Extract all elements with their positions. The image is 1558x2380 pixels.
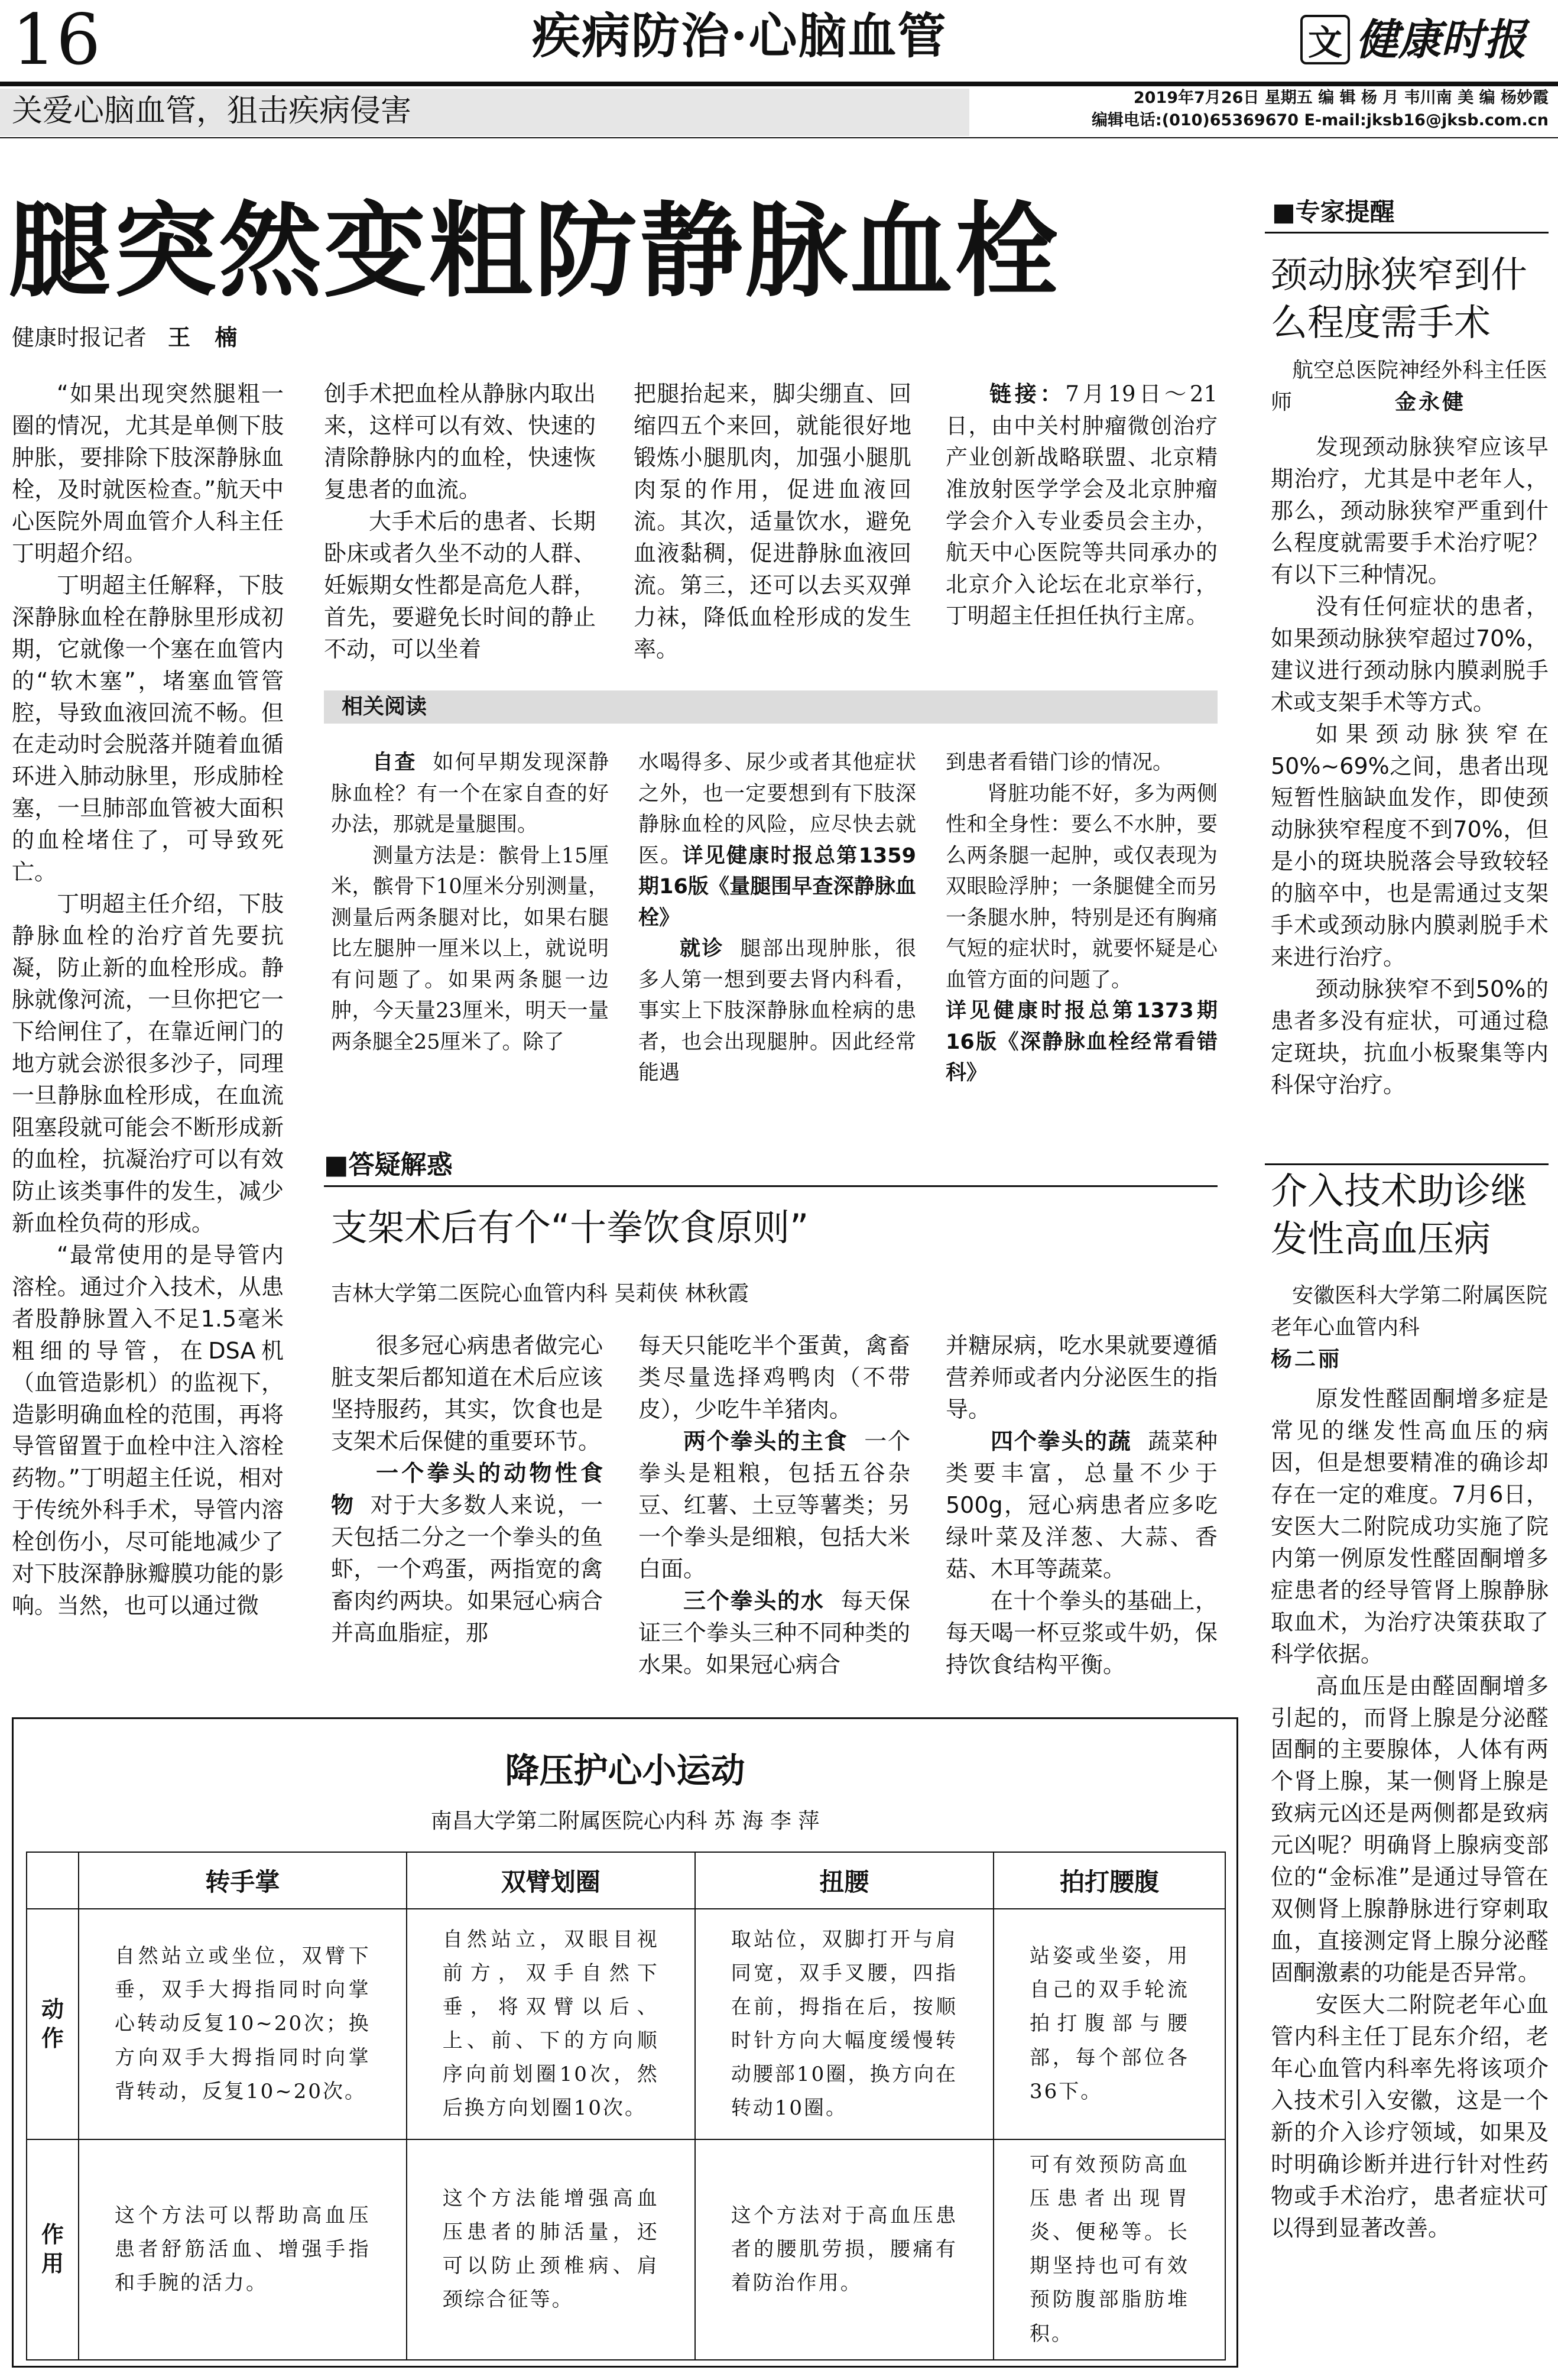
paragraph: 很多冠心病患者做完心脏支架后都知道在术后应该坚持服药，其实，饮食也是支架术后保健的重要环节。	[331, 1332, 603, 1454]
paragraph: 颈动脉狭窄不到50%的患者多没有症状，可通过稳定斑块，抗血小板聚集等内科保守治疗。	[1271, 976, 1549, 1098]
paragraph: 没有任何症状的患者，如果颈动脉狭窄超过70%，建议进行颈动脉内膜剥脱手术或支架手术等方式。	[1271, 593, 1549, 715]
related-text: 测量方法是：髌骨上15厘米，髌骨下10厘米分别测量，测量后两条腿对比，如果右腿比左腿肿一厘米以上，就说明有问题了。如果两条腿一边肿，今天量23厘米，明天一量两条腿全25厘米了。除了	[331, 844, 609, 1054]
sidebar-rule	[1265, 232, 1549, 234]
paragraph: 安医大二附院老年心血管内科主任丁昆东介绍，老年心血管内科率先将该项介入技术引入安徽，这是一个新的介入诊疗领域，如果及时明确诊断并进行针对性药物或手术治疗，患者症状可以得到显著改善。	[1271, 1992, 1549, 2241]
qa-section-label: ■答疑解惑	[324, 1150, 453, 1180]
paragraph-text: 对于大多数人来说，一天包括二分之一个拳头的鱼虾，一个鸡蛋，两指宽的禽畜肉约两块。如果冠心病合并高血脂症，那	[331, 1491, 603, 1646]
paragraph: 创手术把血栓从静脉内取出来，这样可以有效、快速的清除静脉内的血栓，快速恢复患者的血流。	[324, 381, 596, 502]
main-byline	[12, 319, 245, 352]
header-rule-thin	[0, 137, 1558, 138]
table-row	[27, 2139, 1225, 2360]
main-article-column-3	[634, 378, 911, 666]
author-org: 航空总医院神经外科主任医师	[1271, 358, 1548, 414]
paragraph: 原发性醛固酮增多症是常见的继发性高血压的病因，但是想要精准的确诊却存在一定的难度。7月6日，安医大二附院成功实施了院内第一例原发性醛固酮增多症患者的经导管肾上腺静脉取血术，为治疗决策获取了科学依据。	[1271, 1386, 1549, 1667]
paragraph: “最常使用的是导管内溶栓。通过介入技术，从患者股静脉置入不足1.5毫米粗细的导管，在DSA机（血管造影机）的监视下，造影明确血栓的范围，再将导管留置于血栓中注入溶栓药物。”丁明超主任说，相对于传统外科手术，导管内溶栓创伤小，尽可能地减少了对下肢深静脉瓣膜功能的影响。当然，也可以通过微	[12, 1241, 284, 1619]
sidebar-article-1-body	[1271, 432, 1549, 1101]
column-header: 扭腰	[695, 1852, 994, 1909]
main-headline: 腿突然变粗防静脉血栓	[8, 191, 1061, 312]
related-reference: 详见健康时报总第1373期16版《深静脉血栓经常看错科》	[946, 999, 1218, 1085]
qa-lead: 四个拳头的蔬	[991, 1428, 1132, 1454]
related-lead-selfcheck: 自查	[372, 751, 417, 774]
header-rule	[0, 82, 1558, 86]
expert-tips-label: ■专家提醒	[1272, 197, 1395, 226]
paragraph-text: 一个拳头是粗粮，包括五谷杂豆、红薯、土豆等薯类；另一个拳头是细粮，包括大米白面。	[638, 1428, 910, 1582]
qa-authors: 吉林大学第二医院心血管内科 吴莉侠 林秋霞	[331, 1282, 749, 1306]
section-title: 疾病防治·心脑血管	[532, 8, 947, 64]
paragraph: “如果出现突然腿粗一圈的情况，尤其是单侧下肢肿胀，要排除下肢深静脉血栓，及时就医检查。”航天中心医院外周血管介人科主任丁明超介绍。	[12, 381, 284, 566]
sidebar-separator	[1265, 1163, 1549, 1165]
qa-column-1	[331, 1330, 603, 1649]
sidebar-article-2-author	[1271, 1280, 1549, 1376]
exercise-authors: 南昌大学第二附属医院心内科 苏 海 李 萍	[430, 1809, 820, 1833]
logo-mark-icon: 文	[1300, 15, 1350, 64]
paragraph: 大手术后的患者、长期卧床或者久坐不动的人群、妊娠期女性都是高危人群，首先，要避免长时间的静止不动，可以坐着	[324, 508, 596, 662]
related-text: 水喝得多、尿少或者其他症状之外，也一定要想到有下肢深静脉血栓的风险，应尽快去就医。	[638, 751, 916, 868]
related-reference: 详见健康时报总第1359期16版《量腿围早查深静脉血栓》	[638, 844, 916, 930]
table-row	[27, 1909, 1225, 2139]
related-text: 肾脏功能不好，多为两侧性和全身性：要么不水肿，要么两条腿一起肿，或仅表现为双眼睑浮肿；一条腿健全而另一条腿水肿，特别是还有胸痛气短的症状时，就要怀疑是心血管方面的问题了。	[946, 782, 1218, 992]
table-cell: 这个方法能增强高血压患者的肺活量，还可以防止颈椎病、肩颈综合征等。	[407, 2139, 695, 2360]
related-text: 如何早期发现深静脉血栓？有一个在家自查的好办法，那就是量腿围。	[331, 751, 609, 836]
sidebar-article-1-title: 颈动脉狭窄到什么程度需手术	[1271, 253, 1528, 344]
edition-contact: 编辑电话:(010)65369670 E-mail:jksb16@jksb.com.cn	[1091, 111, 1549, 129]
table-cell: 站姿或坐姿，用自己的双手轮流拍打腹部与腰部，每个部位各36下。	[994, 1909, 1225, 2139]
note-text: 7月19日～21日，由中关村肿瘤微创治疗产业创新战略联盟、北京精准放射医学学会及北京肿瘤学会介入专业委员会主办，航天中心医院等共同承办的北京介入论坛在北京举行，丁明超主任担任执行主席。	[946, 381, 1218, 629]
table-cell: 这个方法对于高血压患者的腰肌劳损，腰痛有着防治作用。	[695, 2139, 994, 2360]
qa-lead: 一个拳头的动物性食物	[331, 1460, 603, 1518]
related-text: 腿部出现肿胀，很多人第一想到要去肾内科看，事实上下肢深静脉血栓病的患者，也会出现腿肿。因此经常能遇	[638, 937, 916, 1085]
row-header: 作用	[27, 2139, 79, 2360]
event-note	[946, 378, 1218, 632]
page-number: 16	[12, 0, 101, 80]
qa-column-2	[638, 1330, 910, 1681]
related-column-1	[331, 747, 609, 1058]
column-header: 拍打腰腹	[994, 1852, 1225, 1909]
column-header: 转手掌	[79, 1852, 407, 1909]
qa-lead: 三个拳头的水	[683, 1587, 825, 1614]
table-cell: 取站位，双脚打开与肩同宽，双手叉腰，四指在前，拇指在后，按顺时针方向大幅度缓慢转动腰部10圈，换方向在转动10圈。	[695, 1909, 994, 2139]
paragraph: 每天只能吃半个蛋黄，禽畜类尽量选择鸡鸭肉（不带皮），少吃牛羊猪肉。	[638, 1332, 910, 1422]
edition-info: 2019年7月26日 星期五 编 辑 杨 月 韦川南 美 编 杨妙霞	[1133, 89, 1549, 107]
section-tagline: 关爱心脑血管，狙击疾病侵害	[12, 93, 412, 129]
sidebar-article-2-title: 介入技术助诊继发性高血压病	[1271, 1169, 1528, 1260]
row-header: 动作	[27, 1909, 79, 2139]
table-corner	[27, 1852, 79, 1909]
related-lead-visit: 就诊	[680, 937, 725, 961]
byline-name: 王 楠	[168, 325, 246, 351]
related-column-2	[638, 747, 916, 1089]
paragraph: 丁明超主任介绍，下肢静脉血栓的治疗首先要抗凝，防止新的血栓形成。静脉就像河流，一旦你把它一下给闸住了，在靠近闸门的地方就会淤很多沙子，同理一旦静脉血栓形成，在血流阻塞段就可能会不断形成新的血栓，抗凝治疗可以有效防止该类事件的发生，减少新血栓负荷的形成。	[12, 891, 284, 1236]
qa-rule	[324, 1185, 1218, 1187]
logo-name: 健康时报	[1356, 14, 1527, 64]
qa-title: 支架术后有个“十拳饮食原则”	[331, 1206, 809, 1249]
related-text: 到患者看错门诊的情况。	[946, 751, 1174, 774]
table-cell: 自然站立或坐位，双臂下垂，双手大拇指同时向掌心转动反复10~20次；换方向双手大拇指同时向掌背转动，反复10~20次。	[79, 1909, 407, 2139]
exercise-title: 降压护心小运动	[505, 1750, 745, 1791]
paragraph-text: 蔬菜种类要丰富，总量不少于500g，冠心病患者应多吃绿叶菜及洋葱、大蒜、香菇、木耳等蔬菜。	[946, 1428, 1218, 1582]
related-reading-bar	[324, 690, 1218, 724]
paragraph: 高血压是由醛固酮增多引起的，而肾上腺是分泌醛固酮的主要腺体，人体有两个肾上腺，某一侧肾上腺是致病元凶还是两侧都是致病元凶呢？明确肾上腺病变部位的“金标准”是通过导管在双侧肾上腺静脉进行穿刺取血，直接测定肾上腺分泌醛固酮激素的功能是否异常。	[1271, 1672, 1549, 1986]
paragraph-text: 每天保证三个拳头三种不同种类的水果。如果冠心病合	[638, 1587, 910, 1678]
table-header-row	[27, 1852, 1225, 1909]
paragraph: 把腿抬起来，脚尖绷直、回缩四五个来回，就能很好地锻炼小腿肌肉，加强小腿肌肉泵的作用，促进血液回流。其次，适量饮水，避免血液黏稠，促进静脉血液回流。第三，还可以去买双弹力袜，降低血栓形成的发生率。	[634, 381, 911, 662]
related-reading-label: 相关阅读	[342, 695, 427, 719]
note-lead: 链接：	[989, 381, 1066, 407]
newspaper-logo	[1300, 13, 1526, 66]
paragraph: 在十个拳头的基础上，每天喝一杯豆浆或牛奶，保持饮食结构平衡。	[946, 1587, 1218, 1678]
table-cell: 可有效预防高血压患者出现胃炎、便秘等。长期坚持也可有效预防腹部脂肪堆积。	[994, 2139, 1225, 2360]
sidebar-article-1-author-name: 金永健	[1395, 390, 1466, 414]
exercise-table	[26, 1852, 1226, 2360]
sidebar-article-2-body	[1271, 1383, 1549, 2245]
qa-column-3	[946, 1330, 1218, 1681]
table-cell: 这个方法可以帮助高血压患者舒筋活血、增强手指和手腕的活力。	[79, 2139, 407, 2360]
main-article-column-2	[324, 378, 596, 666]
paragraph: 丁明超主任解释，下肢深静脉血栓在静脉里形成初期，它就像一个塞在血管内的“软木塞”，堵塞血管管腔，导致血液回流不畅。但在走动时会脱落并随着血循环进入肺动脉里，形成肺栓塞，一旦肺部血管被大面积的血栓堵住了，可导致死亡。	[12, 572, 284, 886]
paragraph: 并糖尿病，吃水果就要遵循营养师或者内分泌医生的指导。	[946, 1332, 1218, 1422]
main-article-column-1	[12, 378, 284, 1622]
paragraph: 如果颈动脉狭窄在50%~69%之间，患者出现短暂性脑缺血发作，即使颈动脉狭窄程度不到70%，但是小的斑块脱落会导致较轻的脑卒中，也是需通过支架手术或颈动脉内膜剥脱手术来进行治疗。	[1271, 721, 1549, 971]
author-name: 杨二丽	[1271, 1347, 1342, 1371]
column-header: 双臂划圈	[407, 1852, 695, 1909]
paragraph: 发现颈动脉狭窄应该早期治疗，尤其是中老年人，那么，颈动脉狭窄严重到什么程度就需要手术治疗呢？有以下三种情况。	[1271, 434, 1549, 588]
qa-lead: 两个拳头的主食	[683, 1428, 848, 1454]
table-cell: 自然站立，双眼目视前方，双手自然下垂，将双臂以后、上、前、下的方向顺序向前划圈10次，然后换方向划圈10次。	[407, 1909, 695, 2139]
byline-prefix: 健康时报记者	[12, 325, 147, 351]
related-column-3	[946, 747, 1218, 1089]
author-org: 安徽医科大学第二附属医院老年心血管内科	[1271, 1283, 1548, 1340]
